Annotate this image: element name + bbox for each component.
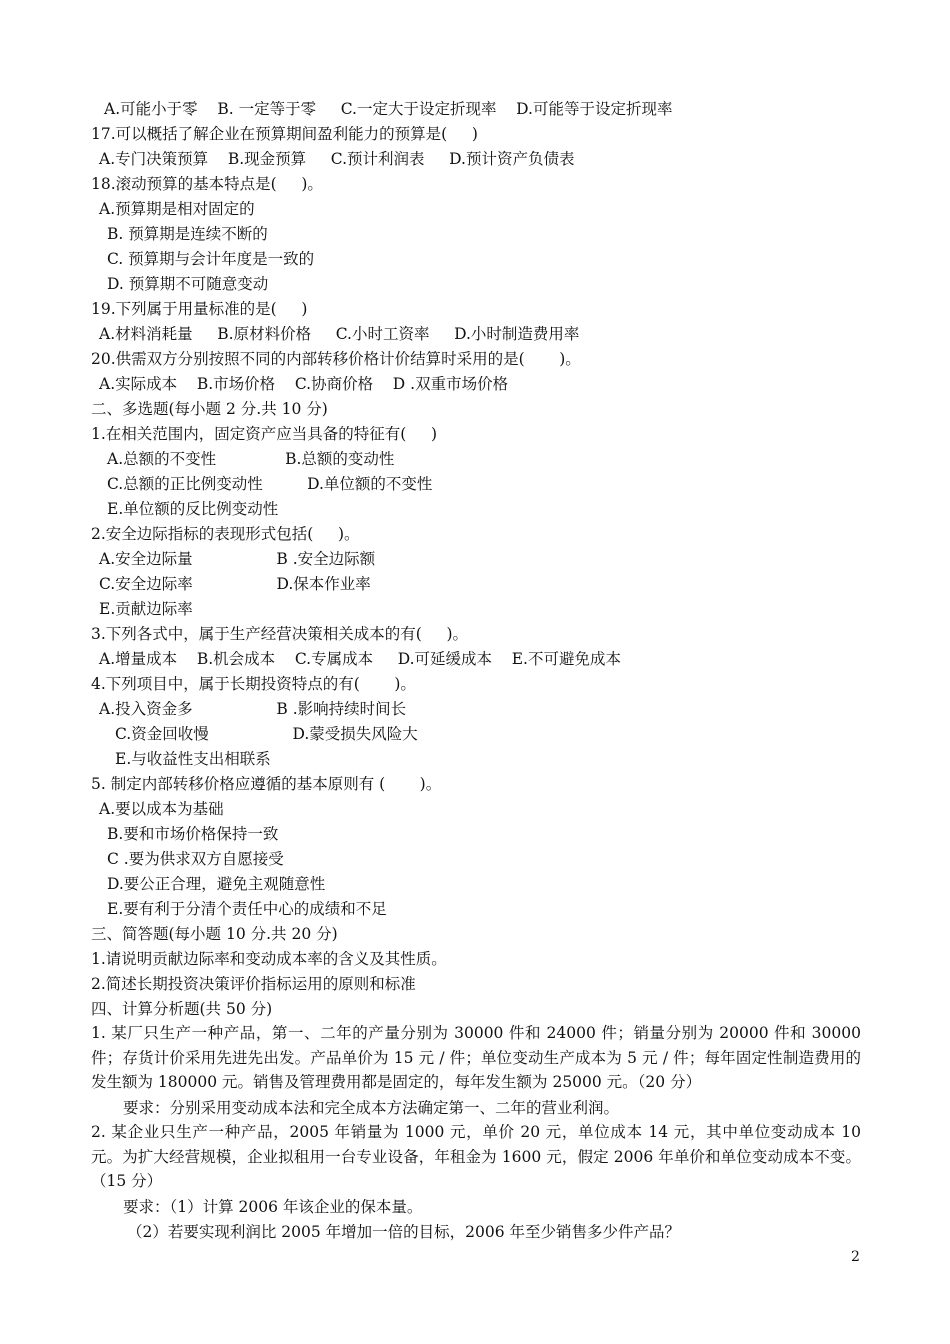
text-line: E.贡献边际率	[99, 600, 193, 618]
text-line: E.单位额的反比例变动性	[107, 500, 279, 518]
text-line: E.要有利于分清个责任中心的成绩和不足	[107, 900, 387, 918]
text-line: 二、多选题(每小题 2 分.共 10 分)	[91, 400, 328, 418]
text-line: 四、计算分析题(共 50 分)	[91, 1000, 273, 1018]
text-line: （2）若要实现利润比 2005 年增加一倍的目标，2006 年至少销售多少件产品？	[127, 1223, 681, 1241]
text-line: C.总额的正比例变动性 D.单位额的不变性	[107, 475, 433, 493]
text-line: 18.滚动预算的基本特点是( )。	[91, 175, 323, 193]
text-line: A.材料消耗量 B.原材料价格 C.小时工资率 D.小时制造费用率	[99, 325, 580, 343]
text-line: 1.在相关范围内，固定资产应当具备的特征有( )	[91, 425, 438, 443]
text-line: D. 预算期不可随意变动	[107, 275, 269, 293]
text-line: A.实际成本 B.市场价格 C.协商价格 D .双重市场价格	[99, 375, 509, 393]
text-line: D.要公正合理，避免主观随意性	[107, 875, 326, 893]
text-line: 19.下列属于用量标准的是( )	[91, 300, 308, 318]
page-number: 2	[851, 1249, 860, 1265]
text-line: B.要和市场价格保持一致	[107, 825, 279, 843]
text-line: C. 预算期与会计年度是一致的	[107, 250, 315, 268]
text-line: 20.供需双方分别按照不同的内部转移价格计价结算时采用的是( )。	[91, 350, 581, 368]
text-line: 要求：（1）计算 2006 年该企业的保本量。	[123, 1198, 423, 1216]
text-line: C.安全边际率 D.保本作业率	[99, 575, 371, 593]
text-line: 5. 制定内部转移价格应遵循的基本原则有 ( )。	[91, 775, 442, 793]
text-line: C.资金回收慢 D.蒙受损失风险大	[115, 725, 418, 743]
text-line: A.专门决策预算 B.现金预算 C.预计利润表 D.预计资产负债表	[99, 150, 575, 168]
text-line: A.预算期是相对固定的	[99, 200, 255, 218]
text-line: 2.简述长期投资决策评价指标运用的原则和标准	[91, 975, 416, 993]
text-line: A.安全边际量 B .安全边际额	[99, 550, 376, 568]
text-line: 17.可以概括了解企业在预算期间盈利能力的预算是( )	[91, 125, 478, 143]
text-line: 三、简答题(每小题 10 分.共 20 分)	[91, 925, 338, 943]
question-paragraph: 2. 某企业只生产一种产品，2005 年销量为 1000 元，单价 20 元，单位成本 14 元，其中单位变动成本 10 元。为扩大经营规模，企业拟租用一台专业设备，年租金为 1600 元，假定 2006 年单价和单位变动成本不变。（15 分）	[91, 1123, 861, 1191]
text-line: 1.请说明贡献边际率和变动成本率的含义及其性质。	[91, 950, 447, 968]
text-line: 3.下列各式中，属于生产经营决策相关成本的有( )。	[91, 625, 469, 643]
text-line: 4.下列项目中，属于长期投资特点的有( )。	[91, 675, 416, 693]
text-line: B. 预算期是连续不断的	[107, 225, 268, 243]
text-line: 2.安全边际指标的表现形式包括( )。	[91, 525, 360, 543]
text-line: C .要为供求双方自愿接受	[107, 850, 284, 868]
text-line: 要求：分别采用变动成本法和完全成本方法确定第一、二年的营业利润。	[123, 1099, 620, 1117]
text-line: A.要以成本为基础	[99, 800, 224, 818]
question-paragraph: 1. 某厂只生产一种产品，第一、二年的产量分别为 30000 件和 24000 件；销量分别为 20000 件和 30000 件；存货计价采用先进先出发。产品单价为 15 元 / 件；单位变动生产成本为 5 元 / 件；每年固定性制造费用的发生额为 180000 元。销售及管理费用都是固定的，每年发生额为 25000 元。（20 分）	[91, 1024, 861, 1092]
text-line: A.总额的不变性 B.总额的变动性	[107, 450, 395, 468]
text-line: E.与收益性支出相联系	[115, 750, 271, 768]
text-line: A.增量成本 B.机会成本 C.专属成本 D.可延缓成本 E.不可避免成本	[99, 650, 621, 668]
text-line: A.可能小于零 B. 一定等于零 C.一定大于设定折现率 D.可能等于设定折现率	[104, 100, 673, 118]
text-line: A.投入资金多 B .影响持续时间长	[99, 700, 407, 718]
